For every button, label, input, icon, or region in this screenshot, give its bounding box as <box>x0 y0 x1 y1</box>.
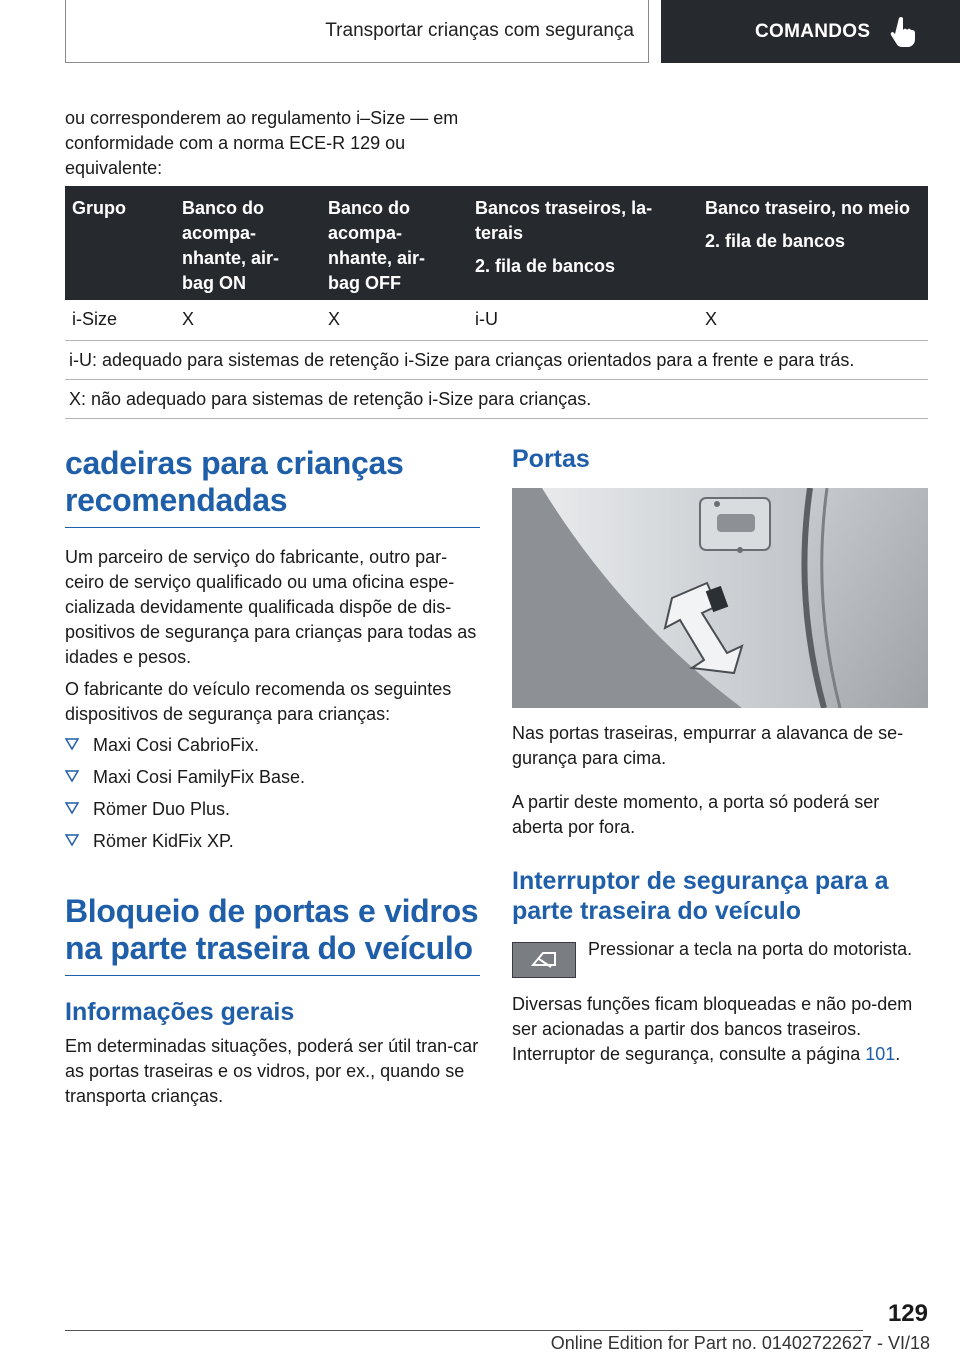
footer-rule <box>65 1330 863 1331</box>
header-cell-passenger-airbag-off: Banco do acompa-nhante, air-bag OFF <box>328 198 426 293</box>
running-header-section <box>65 0 649 63</box>
heading-recommended-seats: cadeiras para crianças recomendadas <box>65 445 480 528</box>
section-title: Transportar crianças com segurança <box>325 20 634 41</box>
table-cell: X <box>705 309 718 329</box>
header-cell-rear-outer: Bancos traseiros, la-terais 2. fila de bancos <box>475 198 653 276</box>
table-cell: X <box>182 309 195 329</box>
footer-edition: Online Edition for Part no. 01402722627 - VI/18 <box>550 1333 930 1353</box>
header-cell-group: Grupo <box>72 198 126 218</box>
intro-paragraph: ou corresponderem ao regulamento i–Size — em conformidade com a norma ECE-R 129 ou equivalente: <box>65 108 459 178</box>
header-cell-passenger-airbag-on: Banco do acompa-nhante, air-bag ON <box>182 198 280 293</box>
table-cell: i-U <box>475 309 498 329</box>
list-item: Römer Duo Plus. <box>65 797 475 829</box>
hand-pointer-icon <box>890 16 920 48</box>
triangle-bullet-icon <box>65 737 79 751</box>
isize-table <box>65 186 928 419</box>
triangle-bullet-icon <box>65 769 79 783</box>
table-note: i-U: adequado para sistemas de retenção i-Size para crianças orientados para a frente e para trás. <box>69 350 855 370</box>
header-cell-rear-middle: Banco traseiro, no meio 2. fila de bancos <box>705 198 911 251</box>
recommended-seat-list <box>65 733 475 861</box>
table-cell: i-Size <box>72 309 118 329</box>
subheading-safety-switch: Interruptor de segurança para a parte traseira do veículo <box>512 867 889 925</box>
table-note-row <box>65 380 928 419</box>
page-reference-link[interactable]: 101 <box>865 1044 896 1064</box>
subheading-general-info: Informações gerais <box>65 998 295 1026</box>
triangle-bullet-icon <box>65 833 79 847</box>
heading-door-window-lock: Bloqueio de portas e vidros na parte traseira do veículo <box>65 893 480 976</box>
list-item: Maxi Cosi FamilyFix Base. <box>65 765 475 797</box>
paragraph: Um parceiro de serviço do fabricante, outro par-ceiro de serviço qualificado ou uma oficina espe-cializada devidamente qualificada dispõe de dis-positivos de segurança para crianças para todas as idades e pesos. <box>65 547 477 667</box>
table-note: X: não adequado para sistemas de retenção i-Size para crianças. <box>69 389 592 409</box>
paragraph: Nas portas traseiras, empurrar a alavanca de se-gurança para cima. <box>512 723 904 768</box>
table-row <box>65 300 928 341</box>
chapter-title: COMANDOS <box>755 20 871 42</box>
list-item: Maxi Cosi CabrioFix. <box>65 733 475 765</box>
heading-doors: Portas <box>512 445 590 473</box>
paragraph-with-link: Diversas funções ficam bloqueadas e não po-dem ser acionadas a partir dos bancos traseiros. Interruptor de segurança, consulte a página 101. <box>512 994 913 1064</box>
paragraph: Em determinadas situações, poderá ser útil tran-car as portas traseiras e os vidros, por ex., quando se transporta crianças. <box>65 1036 479 1106</box>
door-child-lock-illustration <box>512 488 928 708</box>
child-lock-key-icon <box>512 942 576 978</box>
list-item: Römer KidFix XP. <box>65 829 475 861</box>
table-cell: X <box>328 309 341 329</box>
page-number: 129 <box>887 1300 928 1327</box>
table-header <box>65 186 928 300</box>
paragraph: A partir deste momento, a porta só poderá ser aberta por fora. <box>512 792 880 837</box>
table-note-row <box>65 341 928 380</box>
triangle-bullet-icon <box>65 801 79 815</box>
key-instruction: Pressionar a tecla na porta do motorista. <box>588 939 913 959</box>
paragraph: O fabricante do veículo recomenda os seguintes dispositivos de segurança para crianças: <box>65 679 452 724</box>
chapter-tab[interactable] <box>661 0 960 63</box>
